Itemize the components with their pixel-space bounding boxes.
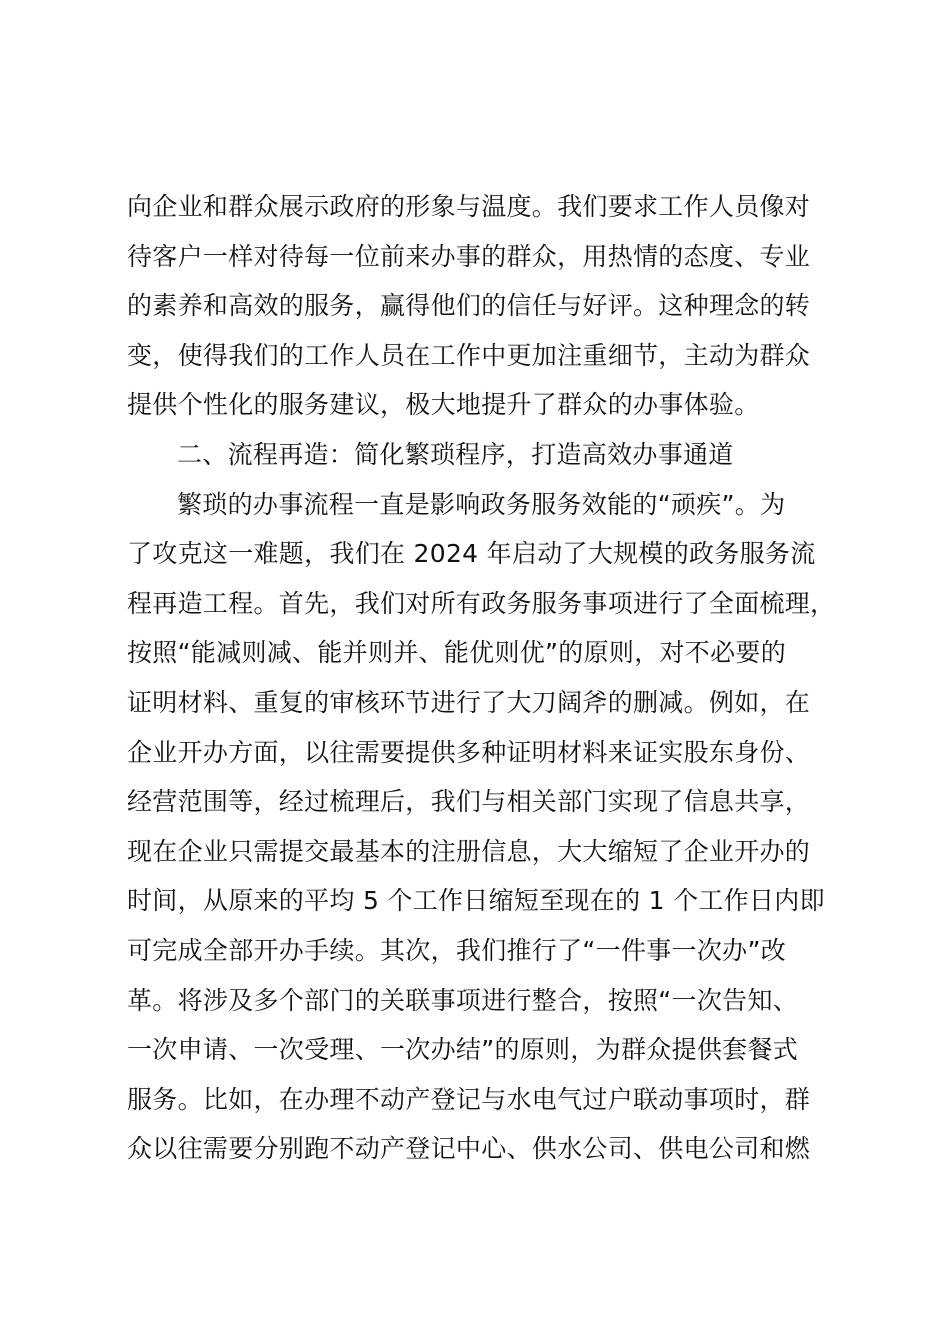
text-line: 了攻克这一难题，我们在 2024 年启动了大规模的政务服务流	[127, 539, 816, 569]
text-line: 证明材料、重复的审核环节进行了大刀阔斧的删减。例如，在	[127, 687, 811, 717]
text-line: 向企业和群众展示政府的形象与温度。我们要求工作人员像对	[127, 192, 811, 221]
text-line: 提供个性化的服务建议，极大地提升了群众的办事体验。	[127, 390, 760, 420]
section-heading: 二、流程再造：简化繁琐程序，打造高效办事通道	[177, 439, 734, 469]
text-line: 时间，从原来的平均 5 个工作日缩短至现在的 1 个工作日内即	[127, 886, 825, 916]
text-line: 企业开办方面，以往需要提供多种证明材料来证实股东身份、	[127, 737, 811, 767]
document-body	[127, 182, 836, 1174]
text-line: 的素养和高效的服务，赢得他们的信任与好评。这种理念的转	[127, 291, 811, 321]
text-line: 按照“能减则减、能并则并、能优则优”的原则，对不必要的	[127, 638, 787, 668]
text-line: 服务。比如，在办理不动产登记与水电气过户联动事项时，群	[127, 1084, 811, 1114]
text-line: 变，使得我们的工作人员在工作中更加注重细节，主动为群众	[127, 340, 811, 370]
text-line: 经营范围等，经过梳理后，我们与相关部门实现了信息共享，	[127, 787, 811, 817]
text-line: 可完成全部开办手续。其次，我们推行了“一件事一次办”改	[127, 935, 787, 965]
text-line: 革。将涉及多个部门的关联事项进行整合，按照“一次告知、	[127, 985, 799, 1015]
text-line: 一次申请、一次受理、一次办结”的原则，为群众提供套餐式	[127, 1035, 799, 1065]
text-line: 现在企业只需提交最基本的注册信息，大大缩短了企业开办的	[127, 836, 811, 866]
text-line: 繁琐的办事流程一直是影响政务服务效能的“顽疾”。为	[177, 489, 786, 519]
text-line: 程再造工程。首先，我们对所有政务服务事项进行了全面梳理，	[127, 588, 836, 618]
paragraph-service-attitude	[127, 182, 833, 430]
paragraph-process-reengineering	[127, 480, 836, 1174]
text-line: 待客户一样对待每一位前来办事的群众，用热情的态度、专业	[127, 241, 811, 271]
text-line: 众以往需要分别跑不动产登记中心、供水公司、供电公司和燃	[127, 1134, 811, 1164]
